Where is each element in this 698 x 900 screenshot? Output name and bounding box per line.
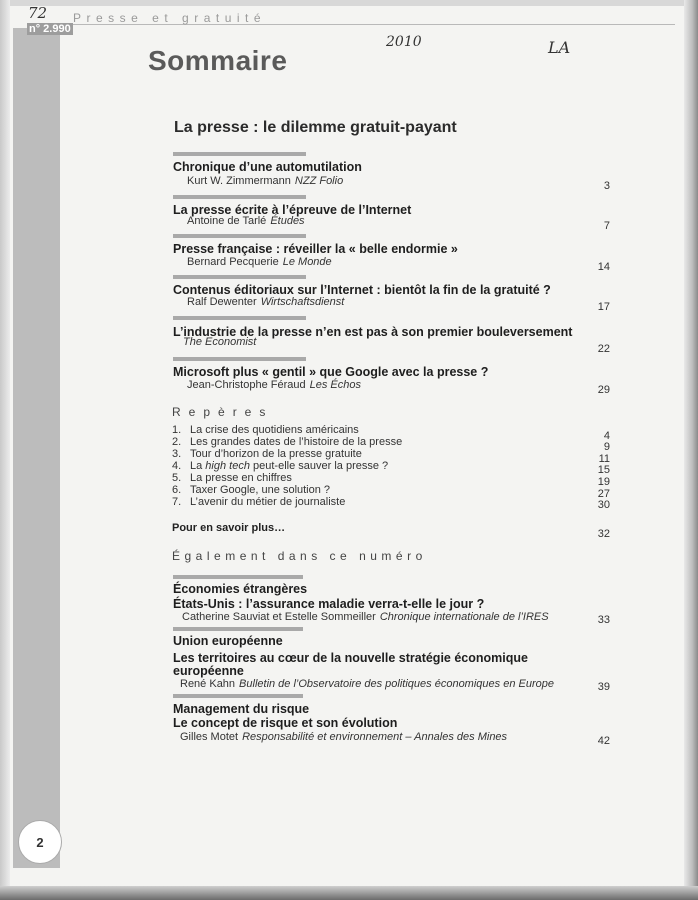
article-meta <box>187 296 344 308</box>
article-title: Microsoft plus « gentil » que Google avec la presse ? <box>173 365 489 379</box>
article-bar <box>173 234 306 238</box>
repere-page: 11 <box>598 453 610 465</box>
article-meta <box>180 678 554 690</box>
repere-page: 27 <box>597 488 610 500</box>
rubric-title: Économies étrangères <box>173 582 308 596</box>
handwritten-initials: LA <box>548 38 571 57</box>
article-source: Les Échos <box>309 379 361 391</box>
scan-right-edge <box>684 0 698 900</box>
article-page: 39 <box>597 681 610 693</box>
repere-item: 2. Les grandes dates de l’histoire de la presse <box>172 436 403 448</box>
article-source: NZZ Folio <box>294 175 344 187</box>
article-title: Le concept de risque et son évolution <box>173 716 398 730</box>
article-bar <box>173 316 306 320</box>
article-bar <box>173 152 306 156</box>
theme-title: La presse : le dilemme gratuit-payant <box>174 119 457 136</box>
article-title-cont: européenne <box>173 664 244 678</box>
article-source: The Economist <box>183 336 257 348</box>
scan-bottom-edge <box>0 886 698 900</box>
article-page: 14 <box>597 261 610 273</box>
repere-item: 4. La high tech peut-elle sauver la presse ? <box>172 460 389 472</box>
rubric-title: Management du risque <box>173 702 310 716</box>
article-author: Gilles Motet <box>180 731 239 743</box>
article-meta <box>180 731 507 743</box>
running-header: Presse et gratuité <box>73 11 267 25</box>
repere-item: 1. La crise des quotidiens américains <box>172 424 359 436</box>
repere-item: 3. Tour d’horizon de la presse gratuite <box>172 448 362 460</box>
article-page: 42 <box>597 735 610 747</box>
article-page: 3 <box>603 180 610 192</box>
article-source: Le Monde <box>282 256 332 268</box>
article-page: 33 <box>597 614 610 626</box>
repere-page: 4 <box>603 430 610 442</box>
article-meta <box>187 379 361 391</box>
article-source: Bulletin de l’Observatoire des politiques économiques en Europe <box>239 678 554 690</box>
article-source: Responsabilité et environnement – Annales des Mines <box>242 731 508 743</box>
reperes-label: Repères <box>172 405 274 419</box>
article-author: René Kahn <box>180 678 236 690</box>
article-author: Catherine Sauviat et Estelle Sommeiller <box>182 611 376 623</box>
article-meta <box>182 611 549 623</box>
article-meta <box>187 256 332 268</box>
rubric-title: Union européenne <box>173 634 283 648</box>
article-meta <box>183 336 256 348</box>
article-meta <box>187 175 343 187</box>
side-band <box>13 28 60 868</box>
article-author: Kurt W. Zimmermann <box>187 175 291 187</box>
issue-number: n° 2.990 <box>29 23 71 35</box>
article-title: Les territoires au cœur de la nouvelle stratégie économique <box>173 651 528 665</box>
repere-page: 19 <box>597 476 610 488</box>
article-title: La presse écrite à l’épreuve de l’Internet <box>173 203 412 217</box>
repere-item: 6. Taxer Google, une solution ? <box>172 484 331 496</box>
more-info-link: Pour en savoir plus… <box>172 522 286 534</box>
article-bar <box>173 275 306 279</box>
article-bar <box>173 357 306 361</box>
article-author: Jean-Christophe Féraud <box>187 379 306 391</box>
repere-page: 30 <box>597 499 610 511</box>
article-title: Contenus éditoriaux sur l’Internet : bientôt la fin de la gratuité ? <box>173 283 551 297</box>
article-bar <box>173 627 303 631</box>
scan-top-edge <box>0 0 698 6</box>
article-author: Antoine de Tarlé <box>187 215 267 227</box>
article-page: 22 <box>597 343 610 355</box>
repere-item: 5. La presse en chiffres <box>172 472 292 484</box>
article-source: Chronique internationale de l’IRES <box>379 611 549 623</box>
article-page: 29 <box>597 384 610 396</box>
page-number: 2 <box>18 820 62 864</box>
article-bar <box>173 694 303 698</box>
article-bar <box>173 195 306 199</box>
repere-item: 7. L’avenir du métier de journaliste <box>172 496 346 508</box>
article-meta <box>187 215 305 227</box>
article-title: L’industrie de la presse n’en est pas à son premier bouleversement <box>173 325 573 339</box>
handwritten-year: 2010 <box>386 34 422 50</box>
handwritten-number: 72 <box>28 4 48 22</box>
article-page: 17 <box>597 301 610 313</box>
article-page: 7 <box>603 220 610 232</box>
article-title: Presse française : réveiller la « belle endormie » <box>173 242 458 256</box>
repere-page: 9 <box>603 441 610 453</box>
article-bar <box>173 575 303 579</box>
article-author: Ralf Dewenter <box>187 296 257 308</box>
page-title: Sommaire <box>148 45 288 76</box>
repere-page: 15 <box>597 464 610 476</box>
article-title: Chronique d’une automutilation <box>173 160 362 174</box>
scan-left-edge <box>0 0 10 900</box>
article-title: États-Unis : l’assurance maladie verra-t-elle le jour ? <box>173 597 485 611</box>
article-source: Études <box>270 215 305 227</box>
article-source: Wirtschaftsdienst <box>260 296 345 308</box>
more-info-page: 32 <box>597 528 610 540</box>
egalement-label: Également dans ce numéro <box>172 549 427 563</box>
article-author: Bernard Pecquerie <box>187 256 279 268</box>
